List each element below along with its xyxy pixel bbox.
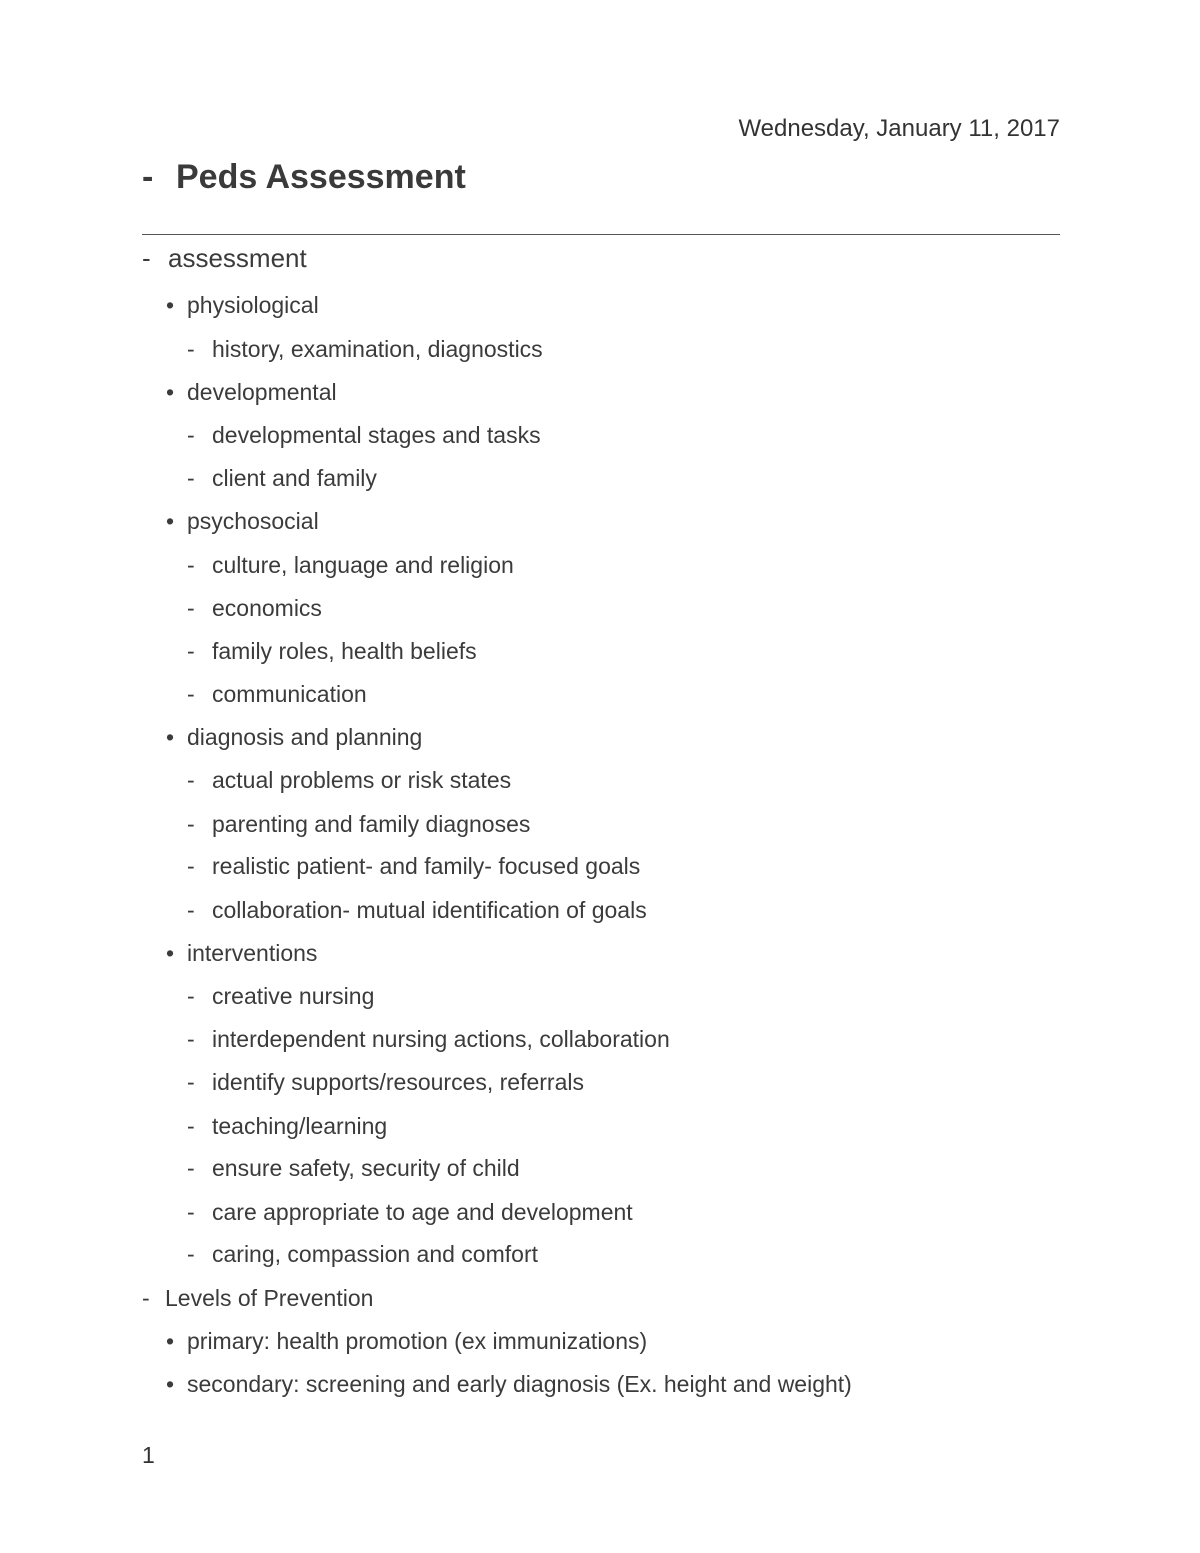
- outline-subitem: [187, 811, 530, 838]
- subitem-label: interdependent nursing actions, collaboration: [212, 1026, 670, 1052]
- outline-subitem: [187, 1155, 520, 1182]
- outline-subitem: [187, 1199, 633, 1226]
- dash-marker: -: [142, 1285, 150, 1311]
- outline-item: [166, 724, 422, 751]
- subitem-label: actual problems or risk states: [212, 767, 512, 793]
- subitem-label: family roles, health beliefs: [212, 638, 477, 664]
- dash-marker: -: [187, 1241, 195, 1267]
- outline-subitem: [187, 638, 477, 665]
- subitem-label: realistic patient- and family- focused goals: [212, 853, 641, 879]
- outline-subitem: [187, 983, 374, 1010]
- dash-marker: -: [187, 1199, 195, 1225]
- subitem-label: economics: [212, 595, 322, 621]
- section-label: Levels of Prevention: [165, 1285, 374, 1311]
- item-label: diagnosis and planning: [187, 724, 423, 750]
- outline-subitem: [187, 1069, 584, 1096]
- subitem-label: care appropriate to age and development: [212, 1199, 633, 1225]
- item-label: primary: health promotion (ex immunizations): [187, 1328, 648, 1354]
- page-number: 1: [142, 1442, 155, 1468]
- dash-marker: -: [187, 1155, 195, 1181]
- item-label: developmental: [187, 379, 337, 405]
- dash-marker: -: [187, 681, 195, 707]
- subitem-label: creative nursing: [212, 983, 375, 1009]
- outline-subitem: [187, 1026, 670, 1053]
- outline-section: [142, 1285, 373, 1312]
- document-date: Wednesday, January 11, 2017: [738, 115, 1060, 142]
- outline-subitem: [187, 336, 543, 363]
- outline-subitem: [187, 1113, 387, 1140]
- outline-item: [166, 379, 337, 406]
- outline-subitem: [187, 853, 640, 880]
- outline-subitem: [187, 595, 322, 622]
- dash-marker: -: [187, 853, 195, 879]
- subitem-label: parenting and family diagnoses: [212, 811, 531, 837]
- dash-marker: -: [187, 422, 195, 448]
- bullet-marker: •: [166, 508, 175, 534]
- dash-marker: -: [187, 983, 195, 1009]
- dash-marker: -: [187, 336, 195, 362]
- dash-marker: -: [142, 243, 151, 273]
- bullet-marker: •: [166, 724, 175, 750]
- bullet-marker: •: [166, 292, 175, 318]
- dash-marker: -: [187, 897, 195, 923]
- subitem-label: culture, language and religion: [212, 552, 514, 578]
- subitem-label: teaching/learning: [212, 1113, 388, 1139]
- subitem-label: caring, compassion and comfort: [212, 1241, 538, 1267]
- outline-subitem: [187, 767, 511, 794]
- outline-item: [166, 1371, 852, 1398]
- outline-subitem: [187, 422, 541, 449]
- subitem-label: communication: [212, 681, 367, 707]
- subitem-label: collaboration- mutual identification of goals: [212, 897, 647, 923]
- bullet-marker: •: [166, 379, 175, 405]
- dash-marker: -: [187, 1069, 195, 1095]
- page-title: [142, 158, 466, 197]
- title-dash-marker: -: [142, 158, 154, 196]
- dash-marker: -: [187, 595, 195, 621]
- section-label: assessment: [168, 243, 307, 273]
- outline-subitem: [187, 897, 647, 924]
- subitem-label: developmental stages and tasks: [212, 422, 541, 448]
- outline-item: [166, 292, 319, 319]
- dash-marker: -: [187, 1113, 195, 1139]
- bullet-marker: •: [166, 1328, 175, 1354]
- dash-marker: -: [187, 465, 195, 491]
- item-label: physiological: [187, 292, 319, 318]
- title-divider: [142, 234, 1060, 235]
- dash-marker: -: [187, 638, 195, 664]
- item-label: secondary: screening and early diagnosis (Ex. height and weight): [187, 1371, 852, 1397]
- dash-marker: -: [187, 811, 195, 837]
- item-label: interventions: [187, 940, 318, 966]
- subitem-label: history, examination, diagnostics: [212, 336, 543, 362]
- outline-item: [166, 1328, 647, 1355]
- outline-subitem: [187, 552, 514, 579]
- subitem-label: identify supports/resources, referrals: [212, 1069, 584, 1095]
- outline-subitem: [187, 681, 367, 708]
- subitem-label: ensure safety, security of child: [212, 1155, 520, 1181]
- bullet-marker: •: [166, 1371, 175, 1397]
- outline-subitem: [187, 1241, 538, 1268]
- dash-marker: -: [187, 767, 195, 793]
- dash-marker: -: [187, 552, 195, 578]
- outline-item: [166, 508, 319, 535]
- dash-marker: -: [187, 1026, 195, 1052]
- subitem-label: client and family: [212, 465, 377, 491]
- item-label: psychosocial: [187, 508, 319, 534]
- outline-item: [166, 940, 317, 967]
- outline-subitem: [187, 465, 377, 492]
- outline-section: [142, 243, 307, 274]
- page-title-text: Peds Assessment: [176, 158, 466, 196]
- bullet-marker: •: [166, 940, 175, 966]
